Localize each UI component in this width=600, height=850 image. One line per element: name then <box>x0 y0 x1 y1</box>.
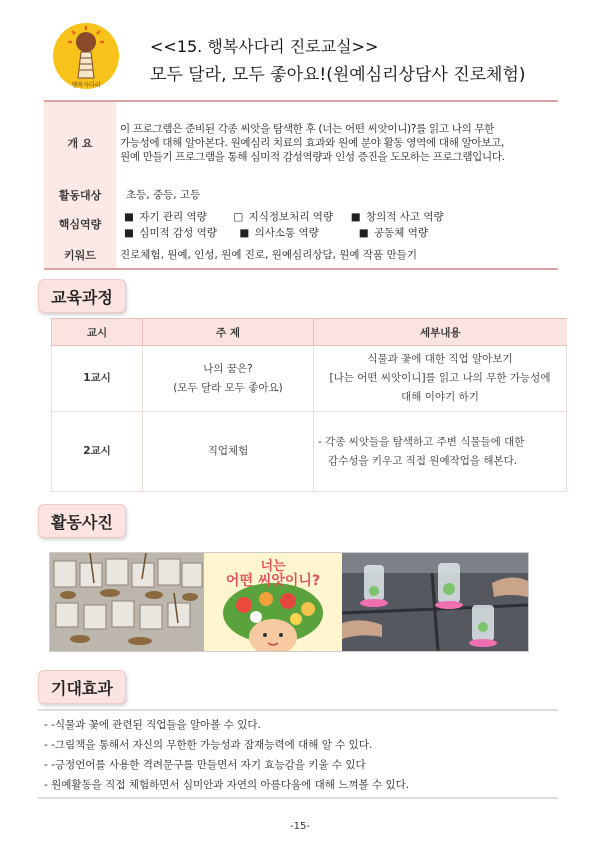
detail-cell <box>314 346 567 412</box>
table-row <box>52 412 567 492</box>
summary-label: 개 요 <box>44 102 116 184</box>
column-header: 세부내용 <box>314 319 567 346</box>
section-header-effects: 기대효과 <box>38 670 126 704</box>
topic-cell <box>143 412 314 492</box>
detail-line: - 각종 씨앗들을 탐색하고 주변 식물들에 대한 <box>318 435 525 448</box>
detail-line: 식물과 꽃에 대한 직업 알아보기 <box>367 353 513 365</box>
period-cell: 1교시 <box>52 346 143 412</box>
competency-item: 지식정보처리 역량 <box>248 211 334 223</box>
topic-line: 직업체험 <box>207 445 249 457</box>
checkbox-checked-icon: ■ <box>239 227 250 239</box>
target-value: 초등, 중등, 고등 <box>126 189 201 201</box>
checkbox-checked-icon: ■ <box>124 227 134 239</box>
list-item: - 원예활동을 직접 체험하면서 심미안과 자연의 아름다움에 대해 느껴볼 수 있다. <box>44 779 410 791</box>
table-header-row <box>52 319 567 346</box>
summary-line: 원예 만들기 프로그램을 통해 심미적 감성역량과 인성 증진을 도모하는 프로그램입니다. <box>120 151 505 163</box>
competency-item: 창의적 사고 역량 <box>365 211 444 223</box>
picture-book-photo <box>204 553 342 651</box>
table-row <box>52 346 567 412</box>
list-item: - -긍정언어를 사용한 격려문구를 만들면서 자기 효능감을 키울 수 있다 <box>44 759 366 771</box>
overview-table <box>44 100 558 270</box>
list-item: - -식물과 꽃에 관련된 직업들을 알아볼 수 있다. <box>44 719 261 731</box>
summary-line: 가능성에 대해 알아본다. 원예심리 치료의 효과와 원예 분야 활동 영역에 대해 알아보고, <box>120 137 504 149</box>
competency-row <box>116 226 558 240</box>
topic-cell <box>143 346 314 412</box>
summary-text <box>116 122 558 164</box>
logo-text: 행복사다리 <box>71 82 101 89</box>
program-logo <box>52 22 120 90</box>
checkbox-checked-icon: ■ <box>358 227 369 239</box>
program-main-title: 모두 달라, 모두 좋아요!(원예심리상담사 진로체험) <box>150 65 526 85</box>
detail-line: [나는 어떤 씨앗이니]를 읽고 나의 무한 가능성에 <box>329 372 551 384</box>
activity-photos <box>49 552 529 652</box>
checkbox-checked-icon: ■ <box>124 211 134 223</box>
competency-item: 자기 관리 역량 <box>139 211 207 223</box>
keyword-value: 진로체험, 원예, 인성, 원예 진로, 원예심리상담, 원예 작품 만들기 <box>120 249 417 261</box>
competency-item: 공동체 역량 <box>373 227 429 239</box>
curriculum-table <box>51 318 567 492</box>
checkbox-checked-icon: ■ <box>350 211 361 223</box>
section-header-curriculum: 교육과정 <box>38 279 126 313</box>
competency-label: 핵심역량 <box>44 206 116 242</box>
program-number-title: <<15. 행복사다리 진로교실>> <box>150 37 379 56</box>
seed-display-photo <box>50 553 204 651</box>
detail-line: 감수성을 키우고 직접 원예작업을 해본다. <box>328 454 518 467</box>
detail-line: 대해 이야기 하기 <box>401 391 479 403</box>
competency-row <box>116 210 558 224</box>
section-header-photos: 활동사진 <box>38 504 126 538</box>
expected-effects-list <box>38 709 558 799</box>
checkbox-unchecked-icon: □ <box>233 211 244 223</box>
competency-item: 심미적 감성 역량 <box>139 227 217 239</box>
topic-line: 나의 꿈은? <box>203 362 253 375</box>
target-label: 활동대상 <box>44 184 116 206</box>
keyword-label: 키워드 <box>44 242 116 268</box>
book-title-line: 너는 <box>260 559 286 574</box>
competency-item: 의사소통 역량 <box>254 227 319 239</box>
list-item: - -그림책을 통해서 자신의 무한한 가능성과 잠재능력에 대해 알 수 있다. <box>44 739 373 751</box>
topic-line: (모두 달라 모두 좋아요) <box>173 381 283 394</box>
detail-cell <box>314 412 567 492</box>
book-title-line: 어떤 씨앗이니? <box>225 573 321 589</box>
summary-line: 이 프로그램은 준비된 각종 씨앗을 탐색한 후 (너는 어떤 씨앗이니)?를 읽고 나의 무한 <box>120 123 495 135</box>
terrarium-activity-photo <box>342 553 528 651</box>
column-header: 주 제 <box>143 319 314 346</box>
page-number: -15- <box>290 821 310 832</box>
column-header: 교시 <box>52 319 143 346</box>
period-cell: 2교시 <box>52 412 143 492</box>
